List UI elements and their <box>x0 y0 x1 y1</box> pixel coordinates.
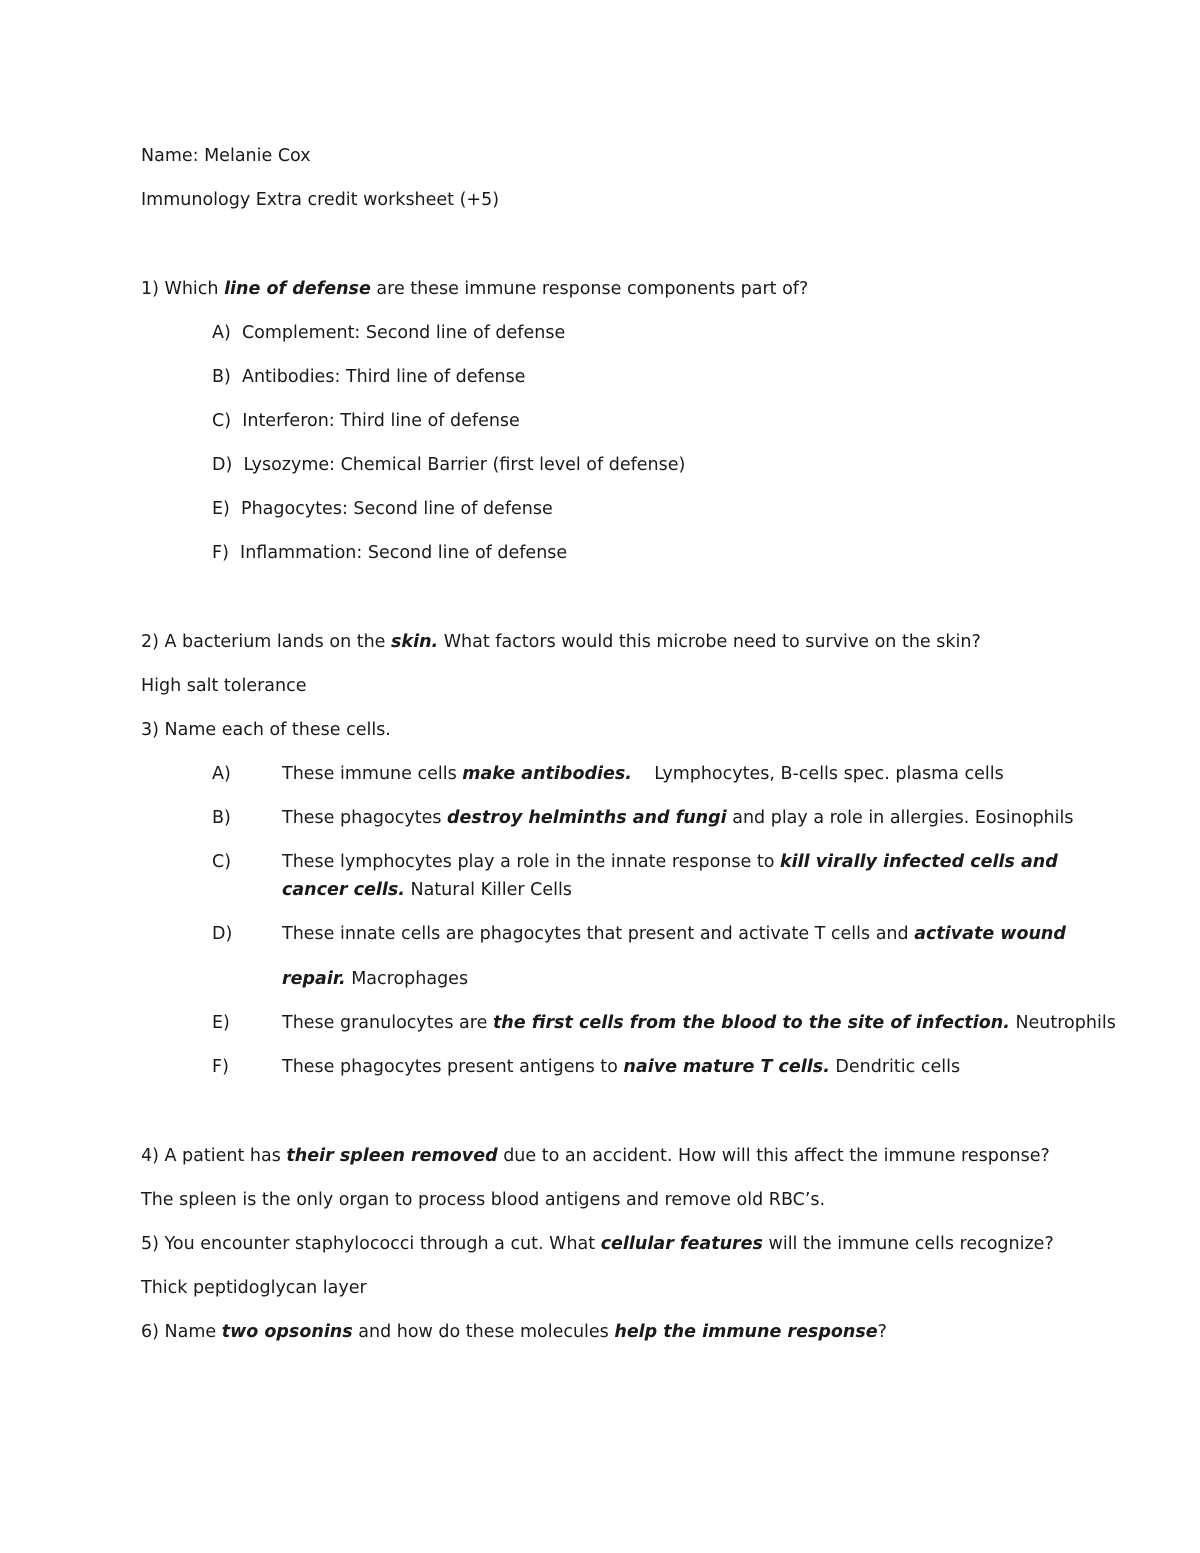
question-6-emphasis-help: help the immune response <box>614 1322 878 1342</box>
question-1-suffix: are these immune response components part of? <box>370 279 809 299</box>
q3-item-emphasis: repair. <box>282 969 346 989</box>
q3-item-c-continued <box>282 878 572 902</box>
q1-item-f <box>212 541 567 565</box>
question-5-suffix: will the immune cells recognize? <box>762 1234 1054 1254</box>
q3-item-answer: Natural Killer Cells <box>404 880 573 900</box>
question-2 <box>141 630 981 654</box>
q3-item-pre: These lymphocytes play a role in the innate response to <box>282 852 780 872</box>
q3-item-c-letter: C) <box>212 852 232 872</box>
q3-item-emphasis: cancer cells. <box>282 880 405 900</box>
q1-item-letter: C) <box>212 411 232 431</box>
q3-item-answer: and play a role in allergies. Eosinophils <box>726 808 1074 828</box>
q3-item-emphasis: make antibodies. <box>462 764 632 784</box>
q1-item-text: Antibodies: Third line of defense <box>241 367 526 387</box>
q3-item-pre: These phagocytes <box>282 808 448 828</box>
q3-item-f-letter: F) <box>212 1057 229 1077</box>
question-6-middle: and how do these molecules <box>352 1322 615 1342</box>
question-5-emphasis: cellular features <box>600 1234 763 1254</box>
question-4 <box>141 1144 1050 1168</box>
q3-item-a-letter: A) <box>212 764 231 784</box>
q3-item-answer: Dendritic cells <box>829 1057 961 1077</box>
q3-item-d <box>282 922 1066 946</box>
q3-item-e-letter: E) <box>212 1013 230 1033</box>
q3-item-emphasis: destroy helminths and fungi <box>447 808 727 828</box>
q3-item-pre: These innate cells are phagocytes that present and activate T cells and <box>282 924 915 944</box>
q1-item-text: Interferon: Third line of defense <box>242 411 520 431</box>
q3-item-emphasis: the first cells from the blood to the site of infection. <box>492 1013 1010 1033</box>
answer-2: High salt tolerance <box>141 676 307 696</box>
q3-item-f <box>282 1055 960 1079</box>
q1-item-d <box>212 453 685 477</box>
question-1-prefix: 1) Which <box>141 279 225 299</box>
q1-item-letter: D) <box>212 455 233 475</box>
q3-item-b <box>282 806 1074 830</box>
q3-item-pre: These granulocytes are <box>282 1013 493 1033</box>
q3-item-emphasis: naive mature T cells. <box>623 1057 830 1077</box>
q3-item-pre: These phagocytes present antigens to <box>282 1057 624 1077</box>
q3-item-answer: Lymphocytes, B-cells spec. plasma cells <box>631 764 1004 784</box>
question-1-emphasis: line of defense <box>224 279 371 299</box>
q1-item-text: Phagocytes: Second line of defense <box>241 499 553 519</box>
q1-item-text: Complement: Second line of defense <box>241 323 566 343</box>
question-4-prefix: 4) A patient has <box>141 1146 287 1166</box>
q1-item-a <box>212 321 565 345</box>
student-name: Name: Melanie Cox <box>141 146 311 166</box>
question-2-prefix: 2) A bacterium lands on the <box>141 632 392 652</box>
q1-item-text: Inflammation: Second line of defense <box>240 543 568 563</box>
question-6-suffix: ? <box>877 1322 887 1342</box>
q1-item-b <box>212 365 525 389</box>
question-4-suffix: due to an accident. How will this affect the immune response? <box>497 1146 1050 1166</box>
q1-item-c <box>212 409 520 433</box>
question-4-emphasis: their spleen removed <box>286 1146 498 1166</box>
question-6-prefix: 6) Name <box>141 1322 222 1342</box>
q3-item-answer: Macrophages <box>345 969 469 989</box>
q1-item-text: Lysozyme: Chemical Barrier (first level of defense) <box>243 455 686 475</box>
question-5 <box>141 1232 1054 1256</box>
q3-item-emphasis: activate wound <box>914 924 1066 944</box>
q3-item-b-letter: B) <box>212 808 231 828</box>
q1-item-letter: A) <box>212 323 231 343</box>
question-3: 3) Name each of these cells. <box>141 720 391 740</box>
q1-item-letter: E) <box>212 499 230 519</box>
q3-item-d-letter: D) <box>212 924 233 944</box>
q3-item-pre: These immune cells <box>282 764 463 784</box>
question-2-suffix: What factors would this microbe need to survive on the skin? <box>438 632 981 652</box>
q1-item-letter: B) <box>212 367 231 387</box>
q3-item-a <box>282 762 1004 786</box>
answer-4: The spleen is the only organ to process blood antigens and remove old RBC’s. <box>141 1190 826 1210</box>
question-6 <box>141 1320 887 1344</box>
question-1 <box>141 277 808 301</box>
q1-item-letter: F) <box>212 543 229 563</box>
question-6-emphasis-opsonins: two opsonins <box>221 1322 353 1342</box>
answer-5: Thick peptidoglycan layer <box>141 1278 367 1298</box>
q3-item-d-continued <box>282 967 468 991</box>
q3-item-c <box>282 850 1058 874</box>
worksheet-title: Immunology Extra credit worksheet (+5) <box>141 190 500 210</box>
q3-item-emphasis: kill virally infected cells and <box>780 852 1058 872</box>
q3-item-e <box>282 1011 1116 1035</box>
q1-item-e <box>212 497 553 521</box>
question-5-prefix: 5) You encounter staphylococci through a cut. What <box>141 1234 601 1254</box>
q3-item-answer: Neutrophils <box>1009 1013 1116 1033</box>
question-2-emphasis: skin. <box>391 632 439 652</box>
